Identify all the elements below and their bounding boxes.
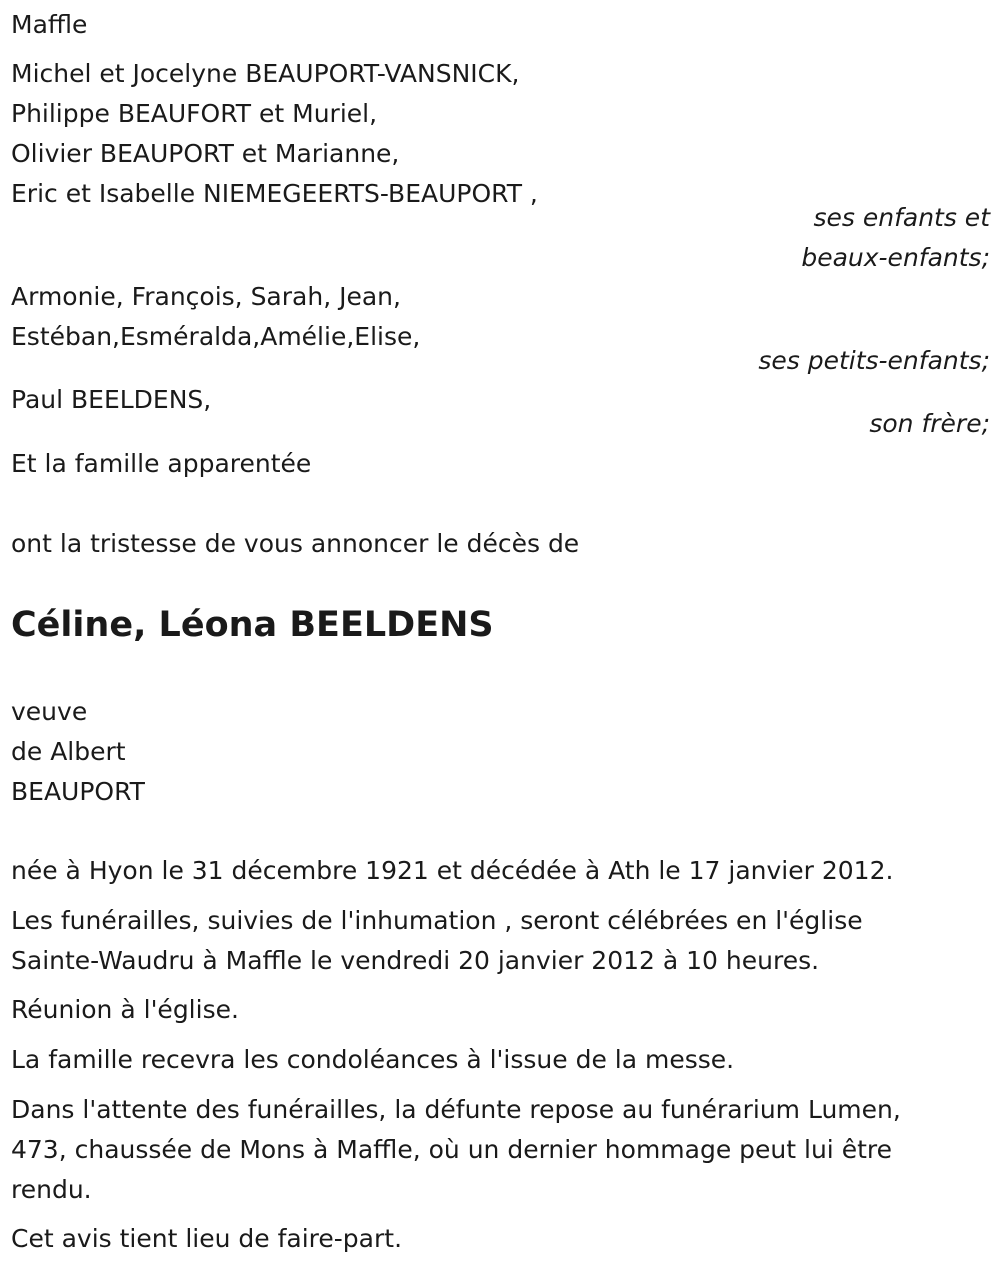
child-line-4: Eric et Isabelle NIEMEGEERTS-BEAUPORT ,: [11, 179, 538, 208]
deceased-name: Céline, Léona BEELDENS: [11, 605, 494, 645]
widow-line-1: veuve: [11, 697, 88, 726]
funeral-line-1: Les funérailles, suivies de l'inhumation , seront célébrées en l'église: [11, 906, 863, 935]
place-heading: Maffle: [11, 10, 88, 39]
child-line-2: Philippe BEAUFORT et Muriel,: [11, 99, 378, 128]
child-line-3: Olivier BEAUPORT et Marianne,: [11, 139, 400, 168]
brother-relation: son frère;: [869, 409, 990, 438]
child-line-1: Michel et Jocelyne BEAUPORT-VANSNICK,: [11, 59, 520, 88]
funeral-line-2: Sainte-Waudru à Maffle le vendredi 20 janvier 2012 à 10 heures.: [11, 946, 820, 975]
grandchild-line-2: Estéban,Esméralda,Amélie,Elise,: [11, 322, 421, 351]
children-relation-line-2: beaux-enfants;: [801, 243, 990, 272]
meeting-line: Réunion à l'église.: [11, 995, 239, 1024]
rest-line-2: 473, chaussée de Mons à Maffle, où un dernier hommage peut lui être: [11, 1135, 892, 1164]
grandchildren-relation: ses petits-enfants;: [758, 346, 990, 375]
announcement-line: ont la tristesse de vous annoncer le décès de: [11, 529, 580, 558]
children-relation-line-1: ses enfants et: [813, 203, 990, 232]
family-line: Et la famille apparentée: [11, 449, 312, 478]
condolences-line: La famille recevra les condoléances à l'issue de la messe.: [11, 1045, 735, 1074]
rest-line-1: Dans l'attente des funérailles, la défunte repose au funérarium Lumen,: [11, 1095, 901, 1124]
widow-line-3: BEAUPORT: [11, 777, 145, 806]
notice-line: Cet avis tient lieu de faire-part.: [11, 1224, 403, 1253]
rest-line-3: rendu.: [11, 1175, 92, 1204]
birth-death-line: née à Hyon le 31 décembre 1921 et décédée à Ath le 17 janvier 2012.: [11, 856, 894, 885]
brother-line: Paul BEELDENS,: [11, 385, 212, 414]
grandchild-line-1: Armonie, François, Sarah, Jean,: [11, 282, 401, 311]
widow-line-2: de Albert: [11, 737, 126, 766]
